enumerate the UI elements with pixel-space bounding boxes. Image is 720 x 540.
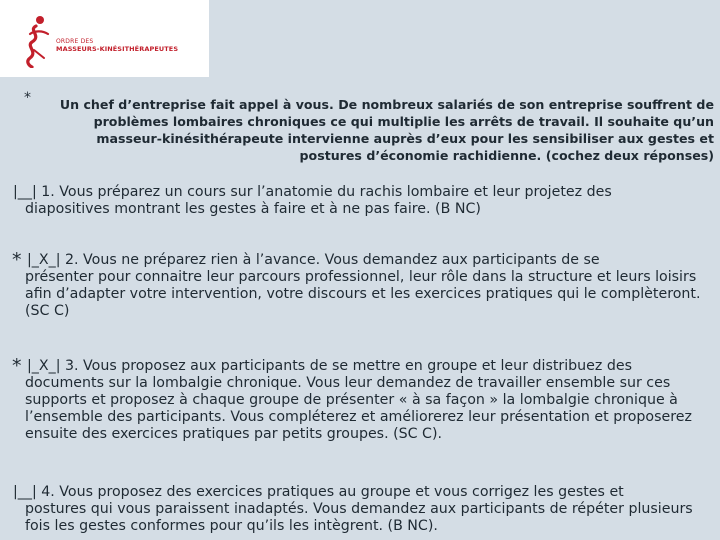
logo-line2: MASSEURS-KINÉSITHÉRAPEUTES [56,45,179,53]
answer-4[interactable] [12,484,712,535]
question-text: Un chef d’entreprise fait appel à vous. De nombreux salariés de son entreprise souffrent de problèmes lombaires chroniques ce qui multiplie les arrêts de travail. Il souhaite qu’un masseur-kinésithérapeute intervienne auprès d’eux pour les sensibiliser aux gestes et postures d’économie rachidienne. (cochez deux réponses) [59,97,714,163]
answer-2-first-line: |_X_| 2. Vous ne préparez rien à l’avance. Vous demandez aux participants de se [27,252,600,268]
logo [0,0,209,77]
answer-2-continuation: présenter pour connaitre leur parcours professionnel, leur rôle dans la structure et leurs loisirs afin d’adapter votre intervention, votre discours et les exercices pratiques qui le complèteront. (SC C) [25,269,701,319]
logo-line1: ORDRE DES [56,38,94,45]
question-bullet: * [24,90,31,106]
answer-4-continuation: postures qui vous paraissent inadaptés. Vous demandez aux participants de répéter plusieurs fois les gestes conformes pour qu’ils les intègrent. (B NC). [25,501,693,534]
answer-2[interactable] [12,249,712,320]
answer-3-bullet: * [12,355,22,377]
answer-3-continuation: documents sur la lombalgie chronique. Vous leur demandez de travailler ensemble sur ces supports et proposez à chaque groupe de présenter « à sa façon » la lombalgie chronique à l’ensemble des participants. Vous compléterez et améliorerez leur présentation et proposerez ensuite des exercices pratiques par petits groupes. (SC C). [25,375,692,442]
answer-4-first-line: |__| 4. Vous proposez des exercices pratiques au groupe et vous corrigez les gestes et [13,484,624,500]
answer-1[interactable] [12,184,712,218]
answer-3-first-line: |_X_| 3. Vous proposez aux participants de se mettre en groupe et leur distribuez des [27,358,632,374]
figure-icon [22,14,50,68]
answer-1-first-line: |__| 1. Vous préparez un cours sur l’anatomie du rachis lombaire et leur projetez des [13,184,612,200]
answer-2-bullet: * [12,249,22,271]
answer-1-continuation: diapositives montrant les gestes à faire et à ne pas faire. (B NC) [25,201,481,217]
answer-3[interactable] [12,355,712,443]
